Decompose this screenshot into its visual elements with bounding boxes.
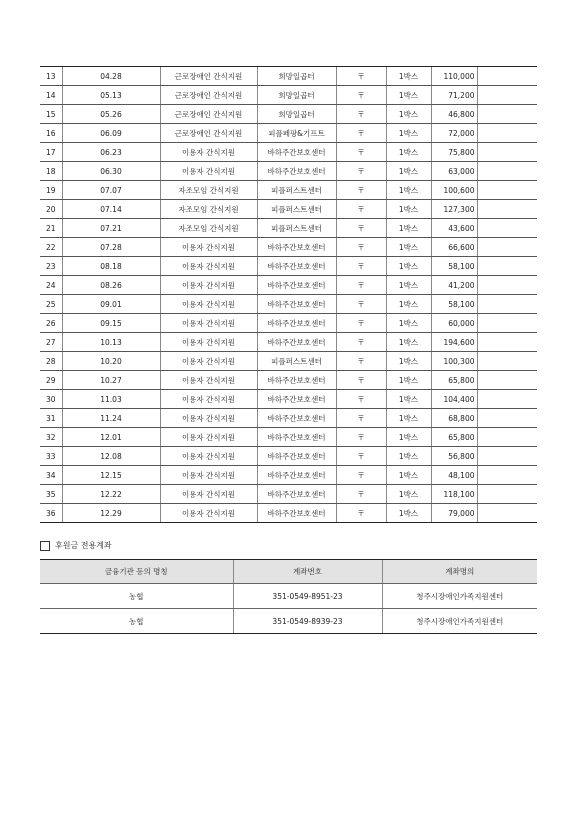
row-quantity: 1박스 [386,67,431,86]
row-empty-cell [477,181,537,200]
row-empty-cell [477,257,537,276]
row-empty-cell [477,143,537,162]
row-place: 바하주간보호센터 [257,333,336,352]
row-date: 08.18 [62,257,160,276]
row-empty-cell [477,86,537,105]
row-place: 바하주간보호센터 [257,371,336,390]
row-place: 바하주간보호센터 [257,238,336,257]
table-row [40,143,537,162]
row-date: 11.03 [62,390,160,409]
table-row [40,162,537,181]
row-purpose: 이용자 간식지원 [160,390,257,409]
row-purpose: 자조모임 간식지원 [160,181,257,200]
row-purpose: 이용자 간식지원 [160,276,257,295]
row-purpose: 이용자 간식지원 [160,485,257,504]
row-mark: 〒 [336,257,386,276]
row-number: 31 [40,409,62,428]
row-amount: 43,600 [431,219,477,238]
row-amount: 60,000 [431,314,477,333]
row-number: 22 [40,238,62,257]
row-amount: 100,600 [431,181,477,200]
row-empty-cell [477,466,537,485]
row-place: 바하주간보호센터 [257,314,336,333]
table-row [40,238,537,257]
row-mark: 〒 [336,390,386,409]
row-date: 07.28 [62,238,160,257]
row-quantity: 1박스 [386,162,431,181]
row-empty-cell [477,409,537,428]
row-empty-cell [477,428,537,447]
row-mark: 〒 [336,409,386,428]
row-number: 35 [40,485,62,504]
row-place: 바하주간보호센터 [257,409,336,428]
table-row [40,504,537,523]
row-place: 피플퍼스트센터 [257,181,336,200]
header-account-number: 계좌번호 [233,560,382,584]
row-amount: 63,000 [431,162,477,181]
row-empty-cell [477,162,537,181]
row-quantity: 1박스 [386,409,431,428]
row-amount: 58,100 [431,257,477,276]
row-date: 04.28 [62,67,160,86]
row-date: 10.20 [62,352,160,371]
account-section-heading [40,540,112,551]
row-place: 피플퍼스트센터 [257,352,336,371]
row-mark: 〒 [336,314,386,333]
row-mark: 〒 [336,67,386,86]
row-date: 06.23 [62,143,160,162]
row-empty-cell [477,200,537,219]
row-purpose: 이용자 간식지원 [160,352,257,371]
row-quantity: 1박스 [386,390,431,409]
row-number: 18 [40,162,62,181]
row-quantity: 1박스 [386,143,431,162]
row-amount: 66,600 [431,238,477,257]
row-number: 36 [40,504,62,523]
table-row [40,67,537,86]
table-row [40,219,537,238]
row-empty-cell [477,371,537,390]
row-place: 바하주간보호센터 [257,257,336,276]
row-quantity: 1박스 [386,257,431,276]
row-number: 21 [40,219,62,238]
row-quantity: 1박스 [386,105,431,124]
row-date: 05.13 [62,86,160,105]
row-date: 09.15 [62,314,160,333]
row-mark: 〒 [336,86,386,105]
row-empty-cell [477,105,537,124]
row-mark: 〒 [336,200,386,219]
row-purpose: 이용자 간식지원 [160,143,257,162]
row-mark: 〒 [336,295,386,314]
row-date: 10.27 [62,371,160,390]
row-date: 11.24 [62,409,160,428]
row-purpose: 근로장애인 간식지원 [160,86,257,105]
row-mark: 〒 [336,428,386,447]
row-quantity: 1박스 [386,485,431,504]
row-place: 바하주간보호센터 [257,390,336,409]
row-mark: 〒 [336,162,386,181]
table-row [40,485,537,504]
row-date: 12.29 [62,504,160,523]
account-institution: 농협 [40,584,233,609]
row-purpose: 이용자 간식지원 [160,447,257,466]
row-quantity: 1박스 [386,276,431,295]
row-amount: 118,100 [431,485,477,504]
row-date: 05.26 [62,105,160,124]
row-place: 바하주간보호센터 [257,276,336,295]
row-purpose: 이용자 간식지원 [160,333,257,352]
row-date: 12.15 [62,466,160,485]
row-number: 27 [40,333,62,352]
row-number: 16 [40,124,62,143]
table-row [40,447,537,466]
table-row [40,409,537,428]
row-number: 20 [40,200,62,219]
table-row [40,181,537,200]
row-purpose: 근로장애인 간식지원 [160,67,257,86]
row-empty-cell [477,314,537,333]
row-date: 06.09 [62,124,160,143]
row-mark: 〒 [336,333,386,352]
row-purpose: 이용자 간식지원 [160,371,257,390]
table-row [40,124,537,143]
row-purpose: 이용자 간식지원 [160,428,257,447]
table-row [40,314,537,333]
row-empty-cell [477,124,537,143]
row-amount: 100,300 [431,352,477,371]
row-date: 07.07 [62,181,160,200]
row-amount: 65,800 [431,371,477,390]
donation-table-body [40,67,537,523]
row-amount: 56,800 [431,447,477,466]
row-empty-cell [477,390,537,409]
row-date: 08.26 [62,276,160,295]
row-amount: 72,000 [431,124,477,143]
row-date: 10.13 [62,333,160,352]
row-place: 희망일곱터 [257,105,336,124]
row-quantity: 1박스 [386,124,431,143]
row-date: 09.01 [62,295,160,314]
row-purpose: 자조모임 간식지원 [160,219,257,238]
row-purpose: 이용자 간식지원 [160,314,257,333]
row-mark: 〒 [336,181,386,200]
row-place: 희망일곱터 [257,67,336,86]
row-amount: 41,200 [431,276,477,295]
row-number: 26 [40,314,62,333]
table-row [40,333,537,352]
row-number: 14 [40,86,62,105]
row-place: 바하주간보호센터 [257,466,336,485]
row-number: 17 [40,143,62,162]
row-number: 24 [40,276,62,295]
table-row [40,371,537,390]
row-place: 피플퍼스트센터 [257,219,336,238]
row-purpose: 이용자 간식지원 [160,162,257,181]
row-empty-cell [477,67,537,86]
row-mark: 〒 [336,143,386,162]
row-mark: 〒 [336,105,386,124]
row-amount: 65,800 [431,428,477,447]
row-place: 바하주간보호센터 [257,143,336,162]
row-empty-cell [477,276,537,295]
table-row [40,257,537,276]
row-empty-cell [477,504,537,523]
row-place: 바하주간보호센터 [257,504,336,523]
row-amount: 79,000 [431,504,477,523]
row-empty-cell [477,485,537,504]
row-date: 12.01 [62,428,160,447]
row-empty-cell [477,352,537,371]
row-date: 12.22 [62,485,160,504]
table-row [40,86,537,105]
account-table-header [40,560,537,584]
row-date: 07.14 [62,200,160,219]
row-quantity: 1박스 [386,333,431,352]
row-quantity: 1박스 [386,295,431,314]
donation-table [40,66,537,523]
account-institution: 농협 [40,609,233,634]
row-empty-cell [477,447,537,466]
row-quantity: 1박스 [386,181,431,200]
header-account-holder: 계좌명의 [382,560,537,584]
account-holder: 청주시장애인가족지원센터 [382,584,537,609]
row-quantity: 1박스 [386,447,431,466]
row-purpose: 이용자 간식지원 [160,295,257,314]
row-purpose: 이용자 간식지원 [160,466,257,485]
table-row [40,390,537,409]
row-amount: 75,800 [431,143,477,162]
row-mark: 〒 [336,504,386,523]
row-place: 바하주간보호센터 [257,295,336,314]
row-mark: 〒 [336,447,386,466]
row-place: 바하주간보호센터 [257,485,336,504]
row-number: 25 [40,295,62,314]
row-quantity: 1박스 [386,314,431,333]
row-mark: 〒 [336,466,386,485]
row-mark: 〒 [336,352,386,371]
row-mark: 〒 [336,219,386,238]
row-mark: 〒 [336,238,386,257]
row-amount: 104,400 [431,390,477,409]
account-row [40,609,537,634]
row-number: 33 [40,447,62,466]
row-purpose: 근로장애인 간식지원 [160,124,257,143]
row-place: 피플페팡&기프트 [257,124,336,143]
row-number: 29 [40,371,62,390]
table-row [40,295,537,314]
account-holder: 청주시장애인가족지원센터 [382,609,537,634]
account-section-title: 후원금 전용계좌 [55,541,112,550]
row-place: 바하주간보호센터 [257,428,336,447]
table-row [40,276,537,295]
account-table [40,559,537,634]
account-row [40,584,537,609]
row-amount: 127,300 [431,200,477,219]
row-empty-cell [477,295,537,314]
table-row [40,105,537,124]
row-number: 28 [40,352,62,371]
checkbox-square-icon [40,541,50,551]
row-mark: 〒 [336,124,386,143]
row-number: 19 [40,181,62,200]
row-number: 32 [40,428,62,447]
row-quantity: 1박스 [386,86,431,105]
row-mark: 〒 [336,485,386,504]
account-number: 351-0549-8951-23 [233,584,382,609]
row-date: 07.21 [62,219,160,238]
row-amount: 194,600 [431,333,477,352]
row-amount: 68,800 [431,409,477,428]
row-amount: 71,200 [431,86,477,105]
row-empty-cell [477,219,537,238]
header-institution: 금융기관 등의 명칭 [40,560,233,584]
row-quantity: 1박스 [386,352,431,371]
row-purpose: 이용자 간식지원 [160,504,257,523]
row-purpose: 근로장애인 간식지원 [160,105,257,124]
row-number: 13 [40,67,62,86]
row-purpose: 자조모임 간식지원 [160,200,257,219]
row-number: 34 [40,466,62,485]
row-amount: 46,800 [431,105,477,124]
row-empty-cell [477,238,537,257]
row-mark: 〒 [336,371,386,390]
row-quantity: 1박스 [386,200,431,219]
row-place: 바하주간보호센터 [257,447,336,466]
account-number: 351-0549-8939-23 [233,609,382,634]
row-mark: 〒 [336,276,386,295]
row-number: 30 [40,390,62,409]
table-row [40,200,537,219]
row-number: 15 [40,105,62,124]
row-quantity: 1박스 [386,466,431,485]
row-amount: 58,100 [431,295,477,314]
row-place: 피플퍼스트센터 [257,200,336,219]
row-number: 23 [40,257,62,276]
row-place: 바하주간보호센터 [257,162,336,181]
row-purpose: 이용자 간식지원 [160,409,257,428]
row-quantity: 1박스 [386,371,431,390]
row-date: 12.08 [62,447,160,466]
table-row [40,428,537,447]
row-quantity: 1박스 [386,219,431,238]
row-amount: 110,000 [431,67,477,86]
row-amount: 48,100 [431,466,477,485]
row-empty-cell [477,333,537,352]
row-place: 희망일곱터 [257,86,336,105]
row-date: 06.30 [62,162,160,181]
row-purpose: 이용자 간식지원 [160,257,257,276]
row-quantity: 1박스 [386,238,431,257]
table-row [40,352,537,371]
row-purpose: 이용자 간식지원 [160,238,257,257]
table-row [40,466,537,485]
row-quantity: 1박스 [386,504,431,523]
row-quantity: 1박스 [386,428,431,447]
